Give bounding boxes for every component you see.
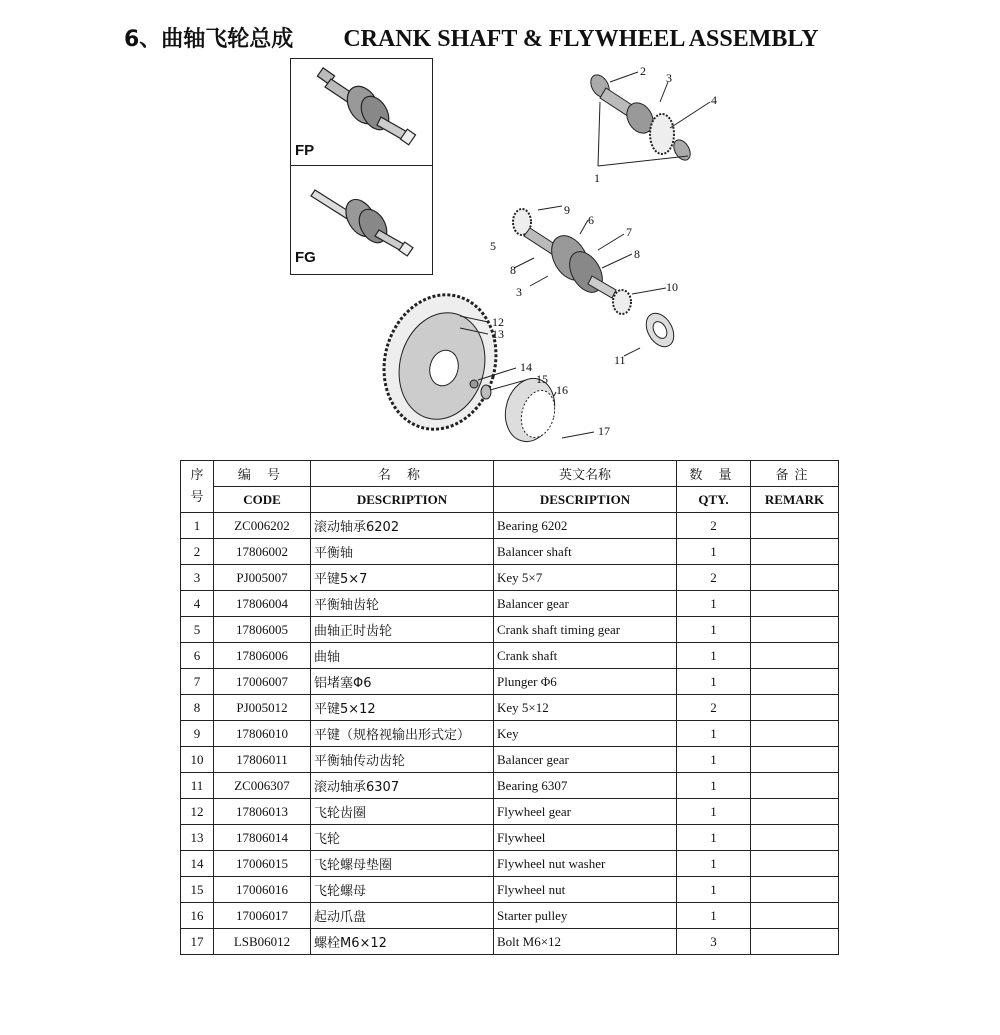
variant-fp-label: FP (295, 142, 315, 159)
header-no-label: 序号 (190, 467, 204, 505)
row-remark (751, 825, 839, 851)
row-code: 17006015 (214, 851, 311, 877)
row-chinese-name: 飞轮螺母垫圈 (311, 851, 494, 877)
table-row (181, 669, 839, 695)
row-qty: 2 (677, 695, 751, 721)
row-remark (751, 669, 839, 695)
row-code: 17806005 (214, 617, 311, 643)
row-chinese-name: 曲轴正时齿轮 (311, 617, 494, 643)
row-english-name: Flywheel gear (494, 799, 677, 825)
row-code: 17806011 (214, 747, 311, 773)
table-row (181, 877, 839, 903)
callout-5: 5 (490, 239, 496, 253)
row-no: 3 (181, 565, 214, 591)
callout-7: 7 (626, 225, 632, 239)
row-no: 1 (181, 513, 214, 539)
row-remark (751, 903, 839, 929)
row-no: 2 (181, 539, 214, 565)
row-english-name: Key (494, 721, 677, 747)
row-qty: 1 (677, 799, 751, 825)
row-code: 17006007 (214, 669, 311, 695)
callout-10: 10 (666, 280, 678, 294)
row-qty: 1 (677, 617, 751, 643)
row-remark (751, 929, 839, 955)
callout-8b: 8 (510, 263, 516, 277)
page-title (124, 22, 819, 54)
table-row (181, 851, 839, 877)
row-no: 13 (181, 825, 214, 851)
header-qty-en: QTY. (677, 487, 751, 513)
header-remark-cn: 备注 (751, 461, 839, 487)
row-remark (751, 877, 839, 903)
row-english-name: Bearing 6202 (494, 513, 677, 539)
title-english: CRANK SHAFT & FLYWHEEL ASSEMBLY (343, 26, 819, 52)
row-code: PJ005007 (214, 565, 311, 591)
row-no: 6 (181, 643, 214, 669)
row-english-name: Key 5×12 (494, 695, 677, 721)
row-qty: 1 (677, 825, 751, 851)
row-english-name: Balancer gear (494, 747, 677, 773)
row-english-name: Flywheel nut (494, 877, 677, 903)
callout-4: 4 (711, 93, 717, 107)
row-remark (751, 591, 839, 617)
row-code: ZC006307 (214, 773, 311, 799)
table-row (181, 747, 839, 773)
row-qty: 1 (677, 643, 751, 669)
callout-6: 6 (588, 213, 594, 227)
row-qty: 2 (677, 565, 751, 591)
row-no: 10 (181, 747, 214, 773)
table-row (181, 903, 839, 929)
callout-15: 15 (536, 372, 548, 386)
table-row (181, 695, 839, 721)
row-chinese-name: 平键（规格视输出形式定） (311, 721, 494, 747)
row-qty: 1 (677, 903, 751, 929)
callout-1: 1 (594, 171, 600, 185)
table-row (181, 721, 839, 747)
row-no: 8 (181, 695, 214, 721)
row-remark (751, 513, 839, 539)
row-no: 11 (181, 773, 214, 799)
row-no: 17 (181, 929, 214, 955)
table-row (181, 825, 839, 851)
row-qty: 1 (677, 591, 751, 617)
balancer-shaft-group (587, 72, 710, 166)
row-qty: 1 (677, 773, 751, 799)
table-row (181, 591, 839, 617)
row-code: ZC006202 (214, 513, 311, 539)
row-chinese-name: 平衡轴传动齿轮 (311, 747, 494, 773)
row-no: 15 (181, 877, 214, 903)
table-row (181, 643, 839, 669)
row-chinese-name: 平衡轴 (311, 539, 494, 565)
row-code: 17806004 (214, 591, 311, 617)
header-code-en: CODE (214, 487, 311, 513)
row-remark (751, 565, 839, 591)
row-qty: 1 (677, 669, 751, 695)
exploded-assembly-diagram (370, 58, 730, 453)
row-code: LSB06012 (214, 929, 311, 955)
row-english-name: Crank shaft (494, 643, 677, 669)
row-code: 17806013 (214, 799, 311, 825)
row-chinese-name: 平衡轴齿轮 (311, 591, 494, 617)
row-no: 12 (181, 799, 214, 825)
row-code: 17006017 (214, 903, 311, 929)
callout-16: 16 (556, 383, 568, 397)
header-en-name-en: DESCRIPTION (494, 487, 677, 513)
row-english-name: Key 5×7 (494, 565, 677, 591)
table-row (181, 773, 839, 799)
row-qty: 1 (677, 539, 751, 565)
row-no: 9 (181, 721, 214, 747)
header-qty-cn: 数 量 (677, 461, 751, 487)
callout-13: 13 (492, 327, 504, 341)
row-remark (751, 773, 839, 799)
row-remark (751, 617, 839, 643)
row-remark (751, 695, 839, 721)
row-english-name: Bearing 6307 (494, 773, 677, 799)
callout-2: 2 (640, 64, 646, 78)
row-remark (751, 799, 839, 825)
row-remark (751, 643, 839, 669)
row-chinese-name: 滚动轴承6202 (311, 513, 494, 539)
row-chinese-name: 飞轮螺母 (311, 877, 494, 903)
row-english-name: Starter pulley (494, 903, 677, 929)
row-code: 17806014 (214, 825, 311, 851)
row-chinese-name: 平键5×7 (311, 565, 494, 591)
row-no: 4 (181, 591, 214, 617)
table-row (181, 565, 839, 591)
callout-8: 8 (634, 247, 640, 261)
callout-3b: 3 (516, 285, 522, 299)
header-no (181, 461, 214, 513)
row-chinese-name: 螺栓M6×12 (311, 929, 494, 955)
row-remark (751, 747, 839, 773)
row-remark (751, 721, 839, 747)
table-header-row-cn (181, 461, 839, 487)
row-code: PJ005012 (214, 695, 311, 721)
row-english-name: Balancer shaft (494, 539, 677, 565)
row-chinese-name: 铝堵塞Φ6 (311, 669, 494, 695)
row-no: 7 (181, 669, 214, 695)
table-row (181, 617, 839, 643)
header-name-en: DESCRIPTION (311, 487, 494, 513)
crankshaft-group (513, 206, 679, 356)
row-remark (751, 539, 839, 565)
table-row (181, 799, 839, 825)
callout-3: 3 (666, 71, 672, 85)
callout-12: 12 (492, 315, 504, 329)
row-code: 17006016 (214, 877, 311, 903)
row-code: 17806002 (214, 539, 311, 565)
row-no: 5 (181, 617, 214, 643)
row-qty: 1 (677, 721, 751, 747)
header-code-cn: 编 号 (214, 461, 311, 487)
row-chinese-name: 飞轮 (311, 825, 494, 851)
callout-17: 17 (598, 424, 610, 438)
row-english-name: Balancer gear (494, 591, 677, 617)
row-chinese-name: 起动爪盘 (311, 903, 494, 929)
title-chinese: 6、曲轴飞轮总成 (124, 27, 294, 52)
row-code: 17806006 (214, 643, 311, 669)
callout-9: 9 (564, 203, 570, 217)
header-en-name-cn: 英文名称 (494, 461, 677, 487)
row-english-name: Bolt M6×12 (494, 929, 677, 955)
row-remark (751, 851, 839, 877)
row-english-name: Flywheel (494, 825, 677, 851)
row-qty: 3 (677, 929, 751, 955)
row-no: 14 (181, 851, 214, 877)
row-chinese-name: 飞轮齿圈 (311, 799, 494, 825)
row-qty: 1 (677, 747, 751, 773)
row-code: 17806010 (214, 721, 311, 747)
row-english-name: Crank shaft timing gear (494, 617, 677, 643)
table-header-row-en (181, 487, 839, 513)
row-chinese-name: 曲轴 (311, 643, 494, 669)
callout-11: 11 (614, 353, 626, 367)
variant-fg-label: FG (295, 249, 316, 266)
row-qty: 2 (677, 513, 751, 539)
table-row (181, 513, 839, 539)
header-remark-en: REMARK (751, 487, 839, 513)
parts-table (180, 460, 839, 955)
table-row (181, 539, 839, 565)
row-chinese-name: 滚动轴承6307 (311, 773, 494, 799)
callout-14: 14 (520, 360, 532, 374)
header-name-cn: 名 称 (311, 461, 494, 487)
row-qty: 1 (677, 851, 751, 877)
row-english-name: Flywheel nut washer (494, 851, 677, 877)
row-qty: 1 (677, 877, 751, 903)
row-english-name: Plunger Φ6 (494, 669, 677, 695)
table-row (181, 929, 839, 955)
row-chinese-name: 平键5×12 (311, 695, 494, 721)
flywheel-group (370, 282, 594, 447)
row-no: 16 (181, 903, 214, 929)
